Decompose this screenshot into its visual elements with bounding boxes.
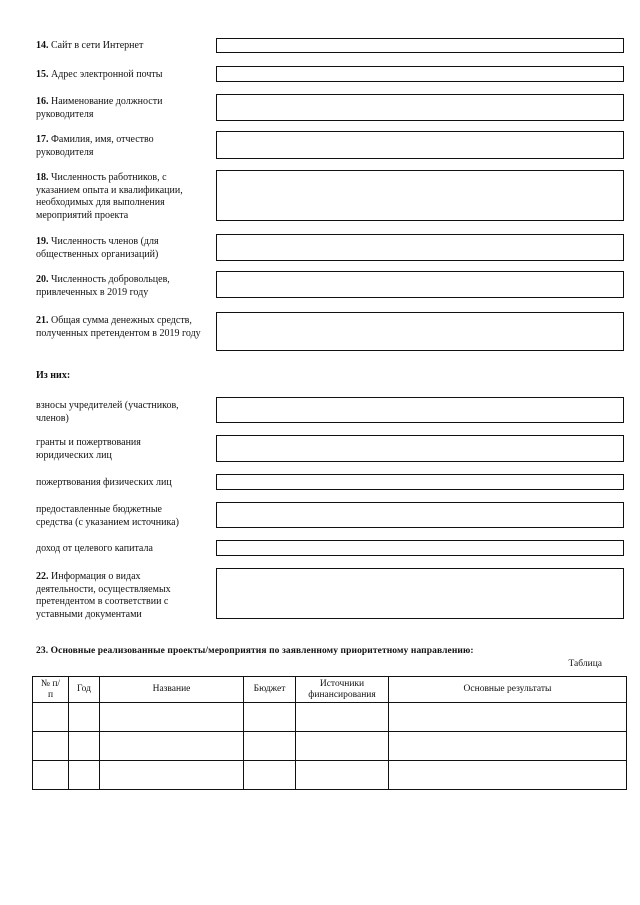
table-cell[interactable] — [389, 703, 627, 732]
field-18-text: Численность работников, с указанием опыта и квалификации, необходимых для выполнения мероприятий проекта — [36, 172, 183, 221]
table-cell[interactable] — [69, 703, 100, 732]
sub-field-endowment-label: доход от целевого капитала — [36, 543, 153, 554]
table-cell[interactable] — [33, 703, 69, 732]
field-15-text: Адрес электронной почты — [51, 69, 163, 80]
field-19-label — [36, 236, 186, 261]
field-17-label — [36, 134, 186, 159]
sub-field-contributions-input[interactable] — [216, 397, 624, 423]
field-14-input[interactable] — [216, 38, 624, 53]
table-cell[interactable] — [296, 703, 389, 732]
field-15-label — [36, 69, 211, 82]
table-cell[interactable] — [296, 732, 389, 761]
of-them-heading: Из них: — [36, 370, 71, 381]
table-cell[interactable] — [244, 761, 296, 790]
table-cell[interactable] — [296, 761, 389, 790]
table-cell[interactable] — [100, 732, 244, 761]
field-21-input[interactable] — [216, 312, 624, 351]
field-18-input[interactable] — [216, 170, 624, 221]
table-cell[interactable] — [244, 703, 296, 732]
sub-field-endowment-input[interactable] — [216, 540, 624, 556]
field-17-input[interactable] — [216, 131, 624, 159]
field-14-label — [36, 40, 211, 53]
table-cell[interactable] — [389, 732, 627, 761]
table-row — [33, 732, 627, 761]
field-22-input[interactable] — [216, 568, 624, 619]
header-budget: Бюджет — [244, 677, 296, 703]
table-cell[interactable] — [389, 761, 627, 790]
table-cell[interactable] — [69, 761, 100, 790]
field-20-text: Численность добровольцев, привлеченных в 2019 году — [36, 274, 170, 298]
table-row — [33, 761, 627, 790]
table-caption: Таблица — [568, 659, 602, 669]
field-16-label — [36, 96, 186, 121]
field-18-label — [36, 172, 211, 222]
sub-field-grants-label: гранты и пожертвования юридических лиц — [36, 437, 141, 461]
field-22-label — [36, 571, 196, 621]
field-14-number: 14. — [36, 40, 49, 51]
field-22-number: 22. — [36, 571, 49, 582]
table-cell[interactable] — [33, 732, 69, 761]
field-16-text: Наименование должности руководителя — [36, 96, 163, 120]
table-header-row — [33, 677, 627, 703]
table-cell[interactable] — [244, 732, 296, 761]
sub-field-donations-label: пожертвования физических лиц — [36, 477, 172, 488]
field-19-input[interactable] — [216, 234, 624, 261]
table-cell[interactable] — [33, 761, 69, 790]
field-16-input[interactable] — [216, 94, 624, 121]
table-cell[interactable] — [69, 732, 100, 761]
table-row — [33, 703, 627, 732]
sub-field-donations-input[interactable] — [216, 474, 624, 490]
field-17-text: Фамилия, имя, отчество руководителя — [36, 134, 154, 158]
field-22-text: Информация о видах деятельности, осуществляемых претендентом в соответствии с уставными документами — [36, 571, 171, 620]
field-16-number: 16. — [36, 96, 49, 107]
field-20-label — [36, 274, 196, 299]
field-19-text: Численность членов (для общественных организаций) — [36, 236, 159, 260]
field-21-label — [36, 315, 211, 340]
header-sources: Источники финансирования — [296, 677, 389, 703]
field-15-input[interactable] — [216, 66, 624, 82]
header-year: Год — [69, 677, 100, 703]
field-15-number: 15. — [36, 69, 49, 80]
field-20-number: 20. — [36, 274, 49, 285]
field-21-text: Общая сумма денежных средств, полученных претендентом в 2019 году — [36, 315, 201, 339]
table-cell[interactable] — [100, 761, 244, 790]
sub-field-budget-funds-input[interactable] — [216, 502, 624, 528]
header-number: № п/п — [33, 677, 69, 703]
sub-field-contributions-label: взносы учредителей (участников, членов) — [36, 400, 179, 424]
field-14-text: Сайт в сети Интернет — [51, 40, 144, 51]
field-17-number: 17. — [36, 134, 49, 145]
field-19-number: 19. — [36, 236, 49, 247]
sub-field-grants-input[interactable] — [216, 435, 624, 462]
sub-field-budget-funds-label: предоставленные бюджетные средства (с указанием источника) — [36, 504, 179, 528]
field-18-number: 18. — [36, 172, 49, 183]
section-23-heading: 23. Основные реализованные проекты/мероприятия по заявленному приоритетному направлению: — [36, 646, 474, 656]
header-name: Название — [100, 677, 244, 703]
field-21-number: 21. — [36, 315, 49, 326]
header-results: Основные результаты — [389, 677, 627, 703]
field-20-input[interactable] — [216, 271, 624, 298]
table-cell[interactable] — [100, 703, 244, 732]
projects-table — [32, 676, 627, 790]
